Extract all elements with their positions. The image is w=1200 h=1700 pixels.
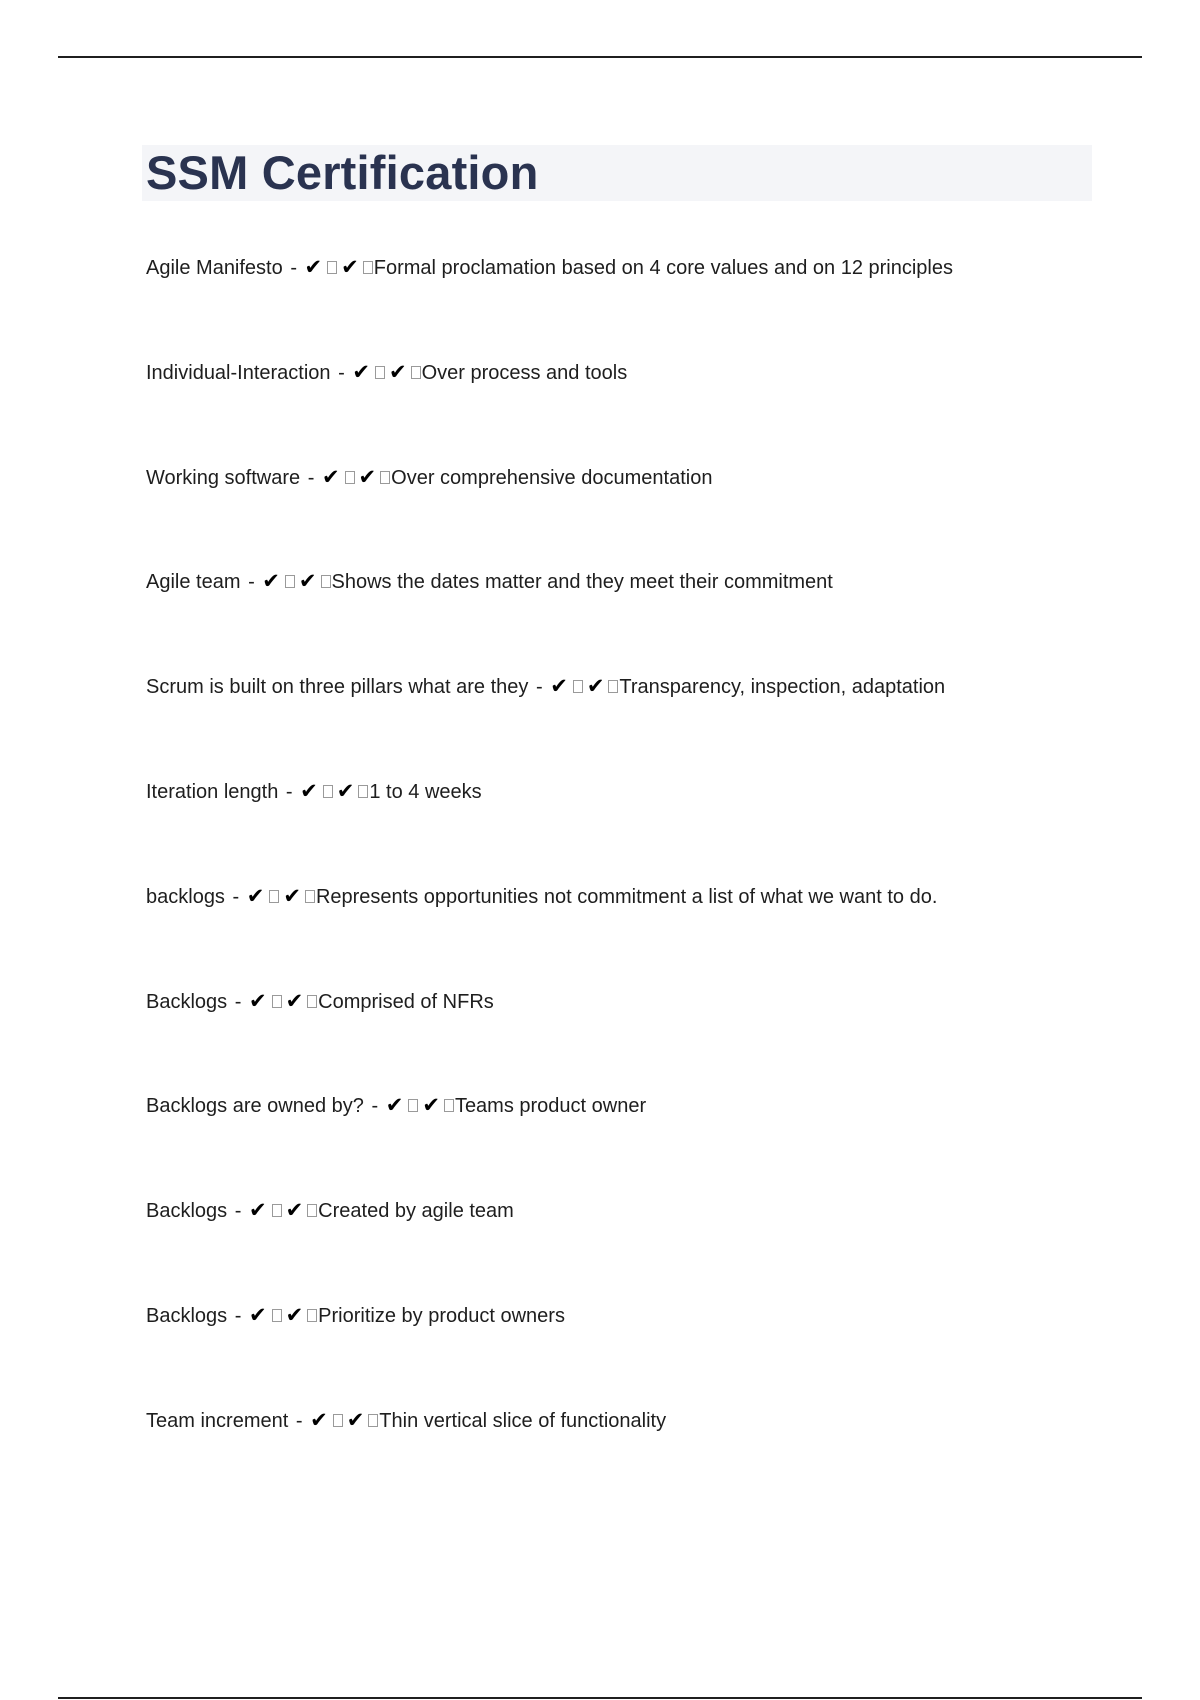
empty-box-icon xyxy=(375,366,385,379)
checkmark-icon: ✔ xyxy=(304,255,323,279)
qa-item xyxy=(146,776,1146,881)
checkmark-icon: ✔ xyxy=(310,1407,328,1432)
qa-answer: Represents opportunities not commitment a list of what we want to do. xyxy=(315,885,938,908)
qa-answer: Thin vertical slice of functionality xyxy=(379,1409,667,1432)
qa-item xyxy=(146,1300,1146,1405)
checkmark-icon: ✔ xyxy=(336,778,355,803)
qa-item xyxy=(146,986,1146,1091)
checkmark-icon: ✔ xyxy=(248,1198,267,1223)
qa-answer: Shows the dates matter and they meet their commitment xyxy=(331,571,833,594)
qa-term: Scrum is built on three pillars what are they xyxy=(146,676,529,699)
qa-separator: - xyxy=(285,780,293,803)
checkmark-icon: ✔ xyxy=(285,1302,304,1327)
qa-answer: Transparency, inspection, adaptation xyxy=(619,676,946,699)
bottom-rule xyxy=(58,1697,1142,1699)
qa-answer: 1 to 4 weeks xyxy=(369,780,482,803)
empty-box-icon xyxy=(285,575,295,588)
checkmark-icon: ✔ xyxy=(321,464,340,489)
qa-list xyxy=(146,252,1146,1510)
empty-box-icon xyxy=(411,366,421,379)
empty-box-icon xyxy=(345,471,355,484)
empty-box-icon xyxy=(368,1414,378,1427)
qa-separator: - xyxy=(232,885,240,908)
empty-box-icon xyxy=(307,1309,317,1322)
checkmark-icon: ✔ xyxy=(285,1198,304,1223)
checkmark-icon: ✔ xyxy=(388,359,407,384)
empty-box-icon xyxy=(272,1309,282,1322)
qa-term: Agile Manifesto xyxy=(146,257,283,279)
checkmark-icon: ✔ xyxy=(385,1093,404,1118)
qa-item xyxy=(146,881,1146,986)
qa-separator: - xyxy=(234,1200,242,1223)
checkmark-icon: ✔ xyxy=(248,1302,267,1327)
qa-item xyxy=(146,1090,1146,1195)
qa-term: Iteration length xyxy=(146,780,279,803)
qa-answer: Prioritize by product owners xyxy=(318,1304,565,1327)
qa-answer: Formal proclamation based on 4 core values and on 12 principles xyxy=(373,257,953,279)
page-title: SSM Certification xyxy=(146,146,539,199)
empty-box-icon xyxy=(272,995,282,1008)
empty-box-icon xyxy=(321,575,331,588)
checkmark-icon: ✔ xyxy=(341,255,359,279)
qa-separator: - xyxy=(234,1304,242,1327)
qa-term: Backlogs xyxy=(146,990,228,1013)
checkmark-icon: ✔ xyxy=(550,674,568,699)
checkmark-icon: ✔ xyxy=(262,569,280,594)
qa-item xyxy=(146,252,1146,357)
empty-box-icon xyxy=(380,471,390,484)
checkmark-icon: ✔ xyxy=(300,778,318,803)
empty-box-icon xyxy=(573,680,583,693)
empty-box-icon xyxy=(608,680,618,693)
qa-term: Individual-Interaction xyxy=(146,361,331,384)
checkmark-icon: ✔ xyxy=(285,988,304,1013)
qa-separator: - xyxy=(535,676,543,699)
qa-term: backlogs xyxy=(146,885,225,908)
empty-box-icon xyxy=(327,261,337,274)
checkmark-icon: ✔ xyxy=(422,1093,440,1118)
qa-term: Backlogs xyxy=(146,1304,228,1327)
checkmark-icon: ✔ xyxy=(352,359,370,384)
qa-term: Team increment xyxy=(146,1409,289,1432)
qa-answer: Comprised of NFRs xyxy=(318,990,494,1013)
empty-box-icon xyxy=(444,1099,454,1112)
qa-separator: - xyxy=(290,257,297,279)
qa-separator: - xyxy=(234,990,242,1013)
qa-term: Working software xyxy=(146,466,301,489)
qa-separator: - xyxy=(338,361,345,384)
empty-box-icon xyxy=(272,1204,282,1217)
checkmark-icon: ✔ xyxy=(346,1407,365,1432)
qa-term: Backlogs xyxy=(146,1200,228,1223)
checkmark-icon: ✔ xyxy=(246,883,265,908)
qa-term: Agile team xyxy=(146,571,241,594)
qa-separator: - xyxy=(307,466,315,489)
qa-item xyxy=(146,566,1146,671)
qa-answer: Created by agile team xyxy=(318,1200,514,1223)
empty-box-icon xyxy=(363,261,373,274)
qa-answer: Over process and tools xyxy=(421,361,628,384)
checkmark-icon: ✔ xyxy=(298,569,317,594)
empty-box-icon xyxy=(408,1099,418,1112)
empty-box-icon xyxy=(358,785,368,798)
empty-box-icon xyxy=(323,785,333,798)
qa-item xyxy=(146,1195,1146,1300)
qa-term: Backlogs are owned by? xyxy=(146,1095,364,1118)
qa-separator: - xyxy=(371,1095,379,1118)
checkmark-icon: ✔ xyxy=(586,674,605,699)
qa-separator: - xyxy=(295,1409,303,1432)
qa-item xyxy=(146,357,1146,462)
qa-answer: Over comprehensive documentation xyxy=(391,466,713,489)
empty-box-icon xyxy=(307,1204,317,1217)
checkmark-icon: ✔ xyxy=(248,988,267,1013)
empty-box-icon xyxy=(305,890,315,903)
qa-item xyxy=(146,1405,1146,1510)
qa-separator: - xyxy=(248,571,255,594)
qa-answer: Teams product owner xyxy=(454,1095,647,1118)
empty-box-icon xyxy=(307,995,317,1008)
qa-item xyxy=(146,671,1146,776)
empty-box-icon xyxy=(269,890,279,903)
checkmark-icon: ✔ xyxy=(358,464,377,489)
empty-box-icon xyxy=(333,1414,343,1427)
checkmark-icon: ✔ xyxy=(283,883,301,908)
qa-item xyxy=(146,462,1146,567)
top-rule xyxy=(58,56,1142,58)
